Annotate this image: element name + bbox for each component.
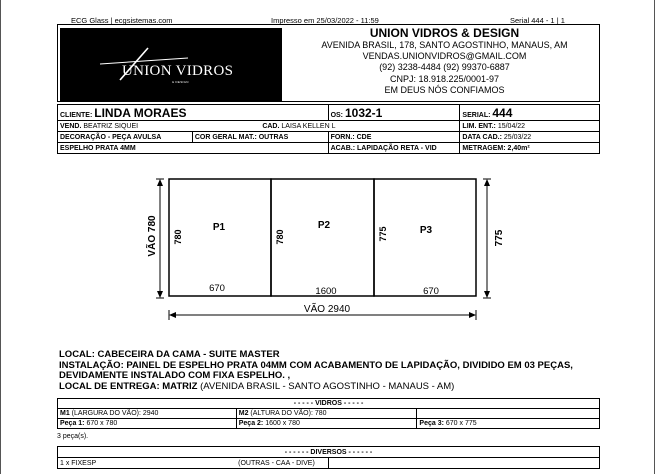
p3-width: 670 xyxy=(423,286,439,297)
installation-note: INSTALAÇÃO: PAINEL DE ESPELHO PRATA 04MM COM ACABAMENTO DE LAPIDAÇÃO, DIVIDIDO EM 03 PEÇAS, DEVIDAMENTE INSTALADO COM FIXA ESPELHO. , xyxy=(59,359,573,381)
vao-height-label: VÃO 780 xyxy=(147,215,158,257)
arrow-up-icon xyxy=(484,179,490,186)
panel-p1 xyxy=(169,179,271,296)
p3-label: P3 xyxy=(419,225,433,236)
p2-height: 780 xyxy=(275,229,285,245)
company-phones: (92) 3238-4484 (92) 99370-6887 xyxy=(379,62,510,73)
m2-cell: M2 (ALTURA DO VÃO): 780 xyxy=(236,409,417,419)
material-color-cell: COR GERAL MAT.: OUTRAS xyxy=(192,132,328,143)
serial-cell: SERIAL: 444 xyxy=(460,105,600,121)
m1-cell: M1 (LARGURA DO VÃO): 2940 xyxy=(58,409,237,419)
p1-label: P1 xyxy=(212,222,226,233)
empty-cell xyxy=(417,409,600,419)
installation-notes xyxy=(59,350,619,392)
misc-item-detail: (OUTRAS - CAA - DIVE) xyxy=(236,458,328,469)
p1-height: 780 xyxy=(173,229,183,245)
system-name: ECG Glass | ecgsistemas.com xyxy=(71,16,173,25)
p2-label: P2 xyxy=(317,220,331,231)
arrow-down-icon xyxy=(157,291,163,298)
logo-subtext: & DESIGN xyxy=(172,80,189,84)
location-note: LOCAL: CABECEIRA DA CAMA - SUITE MASTER xyxy=(59,349,280,360)
p3-height: 775 xyxy=(378,226,388,242)
supplier-cell: FORN.: CDE xyxy=(328,132,460,143)
delivery-note: LOCAL DE ENTREGA: MATRIZ (AVENIDA BRASIL - SANTO AGOSTINHO - MANAUS - AM) xyxy=(59,380,455,392)
mirror-panel-drawing xyxy=(131,170,521,320)
finish-cell: ACAB.: LAPIDAÇÃO RETA - VID xyxy=(328,143,460,154)
p1-width: 670 xyxy=(209,283,225,294)
piece-2-cell: Peça 2: 1600 x 780 xyxy=(236,419,417,429)
client-name: LINDA MORAES xyxy=(94,105,187,120)
piece-1-cell: Peça 1: 670 x 780 xyxy=(58,419,237,429)
seller-cell: VEND. BEATRIZ SIQUEI xyxy=(58,121,193,132)
glass-type-cell: ESPELHO PRATA 4MM xyxy=(58,143,329,154)
piece-3-cell: Peça 3: 670 x 775 xyxy=(417,419,600,429)
register-date-cell: DATA CAD.: 25/03/22 xyxy=(460,132,600,143)
misc-section-title: - - - - - - DIVERSOS - - - - - - xyxy=(58,447,600,458)
delivery-limit-cell: LIM. ENT.: 15/04/22 xyxy=(460,121,600,132)
arrow-up-icon xyxy=(157,179,163,186)
company-header xyxy=(57,24,600,102)
area-cell: METRAGEM: 2,40m² xyxy=(460,143,600,154)
decoration-cell: DECORAÇÃO - PEÇA AVULSA xyxy=(58,132,193,143)
misc-item: 1 x FIXESP xyxy=(58,458,237,469)
right-height-label: 775 xyxy=(494,229,505,247)
arrow-right-icon xyxy=(469,312,476,318)
os-number: 1032-1 xyxy=(344,105,383,120)
company-address: AVENIDA BRASIL, 178, SANTO AGOSTINHO, MANAUS, AM xyxy=(321,40,568,50)
arrow-down-icon xyxy=(484,291,490,298)
misc-empty-cell xyxy=(328,458,599,469)
company-logo xyxy=(60,28,282,101)
registrar-name: LAISA KELLEN L xyxy=(281,122,336,130)
logo-text: UNION VIDROS xyxy=(122,63,234,79)
arrow-left-icon xyxy=(169,312,176,318)
misc-table xyxy=(57,446,600,469)
company-info xyxy=(288,27,601,96)
print-date: Impresso em 25/03/2022 - 11:59 xyxy=(271,16,379,25)
company-cnpj: CNPJ: 18.918.225/0001-97 xyxy=(389,73,500,84)
client-cell: CLIENTE: LINDA MORAES xyxy=(58,105,329,121)
order-info-table xyxy=(57,104,600,154)
seller-name: BEATRIZ SIQUEI xyxy=(83,122,139,130)
p2-width: 1600 xyxy=(315,286,337,297)
registrar-cell: CAD. LAISA KELLEN L xyxy=(192,121,460,132)
glass-section-title: - - - - - VIDROS - - - - - xyxy=(58,399,600,409)
delivery-limit-date: 15/04/22 xyxy=(497,122,526,130)
piece-count: 3 peça(s). xyxy=(57,433,89,440)
page-serial: Serial 444 - 1 | 1 xyxy=(510,16,565,25)
company-email: VENDAS.UNIONVIDROS@GMAIL.COM xyxy=(362,51,527,62)
area-value: 2,40m² xyxy=(507,144,530,152)
panel-p2 xyxy=(271,179,374,296)
os-cell: OS: 1032-1 xyxy=(328,105,460,121)
register-date: 25/03/22 xyxy=(503,133,532,141)
panel-p3 xyxy=(374,179,476,296)
serial-number: 444 xyxy=(492,105,513,120)
company-name: UNION VIDROS & DESIGN xyxy=(369,26,520,40)
glass-table xyxy=(57,398,600,429)
vao-width-label: VÃO 2940 xyxy=(303,304,351,315)
company-slogan: EM DEUS NÓS CONFIAMOS xyxy=(384,84,505,95)
